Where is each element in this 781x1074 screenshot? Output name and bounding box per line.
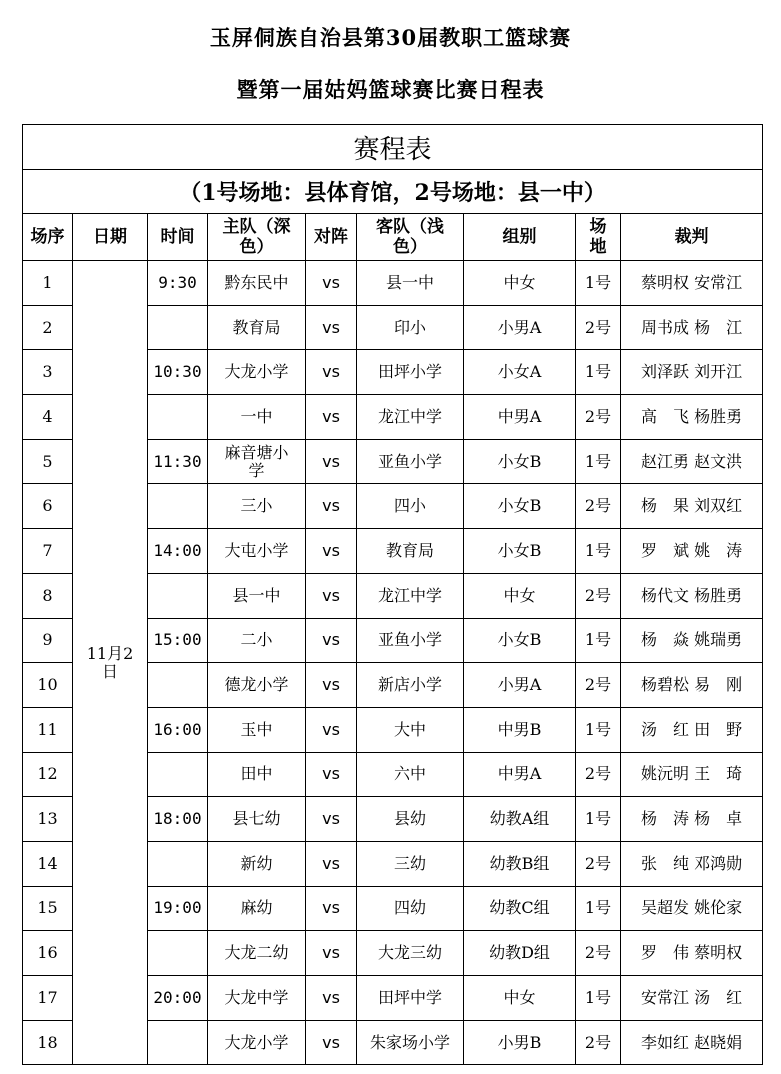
- cell-referee: 安常江 汤 红: [621, 976, 763, 1021]
- cell-referee: 周书成 杨 江: [621, 305, 763, 350]
- cell-court: 1号: [576, 886, 621, 931]
- cell-home: 田中: [208, 752, 306, 797]
- cell-vs: vs: [306, 841, 357, 886]
- cell-court: 1号: [576, 439, 621, 484]
- cell-court: 1号: [576, 707, 621, 752]
- cell-vs: vs: [306, 261, 357, 306]
- cell-away: 四小: [357, 484, 464, 529]
- cell-seq: 1: [23, 261, 73, 306]
- cell-time: [148, 663, 208, 708]
- cell-home: 黔东民中: [208, 261, 306, 306]
- cell-home: 县一中: [208, 573, 306, 618]
- cell-referee: 高 飞 杨胜勇: [621, 395, 763, 440]
- cell-time: [148, 931, 208, 976]
- cell-time: 18:00: [148, 797, 208, 842]
- cell-vs: vs: [306, 976, 357, 1021]
- cell-group: 幼教B组: [464, 841, 576, 886]
- cell-court: 1号: [576, 529, 621, 574]
- cell-home: 教育局: [208, 305, 306, 350]
- cell-away: 六中: [357, 752, 464, 797]
- cell-away: 龙江中学: [357, 573, 464, 618]
- cell-home: 玉中: [208, 707, 306, 752]
- cell-court: 2号: [576, 573, 621, 618]
- cell-group: 小女B: [464, 439, 576, 484]
- cell-vs: vs: [306, 350, 357, 395]
- cell-group: 小女B: [464, 484, 576, 529]
- cell-away: 大龙三幼: [357, 931, 464, 976]
- cell-time: [148, 841, 208, 886]
- cell-away: 印小: [357, 305, 464, 350]
- cell-home: 大龙中学: [208, 976, 306, 1021]
- table-row: [23, 261, 763, 306]
- cell-time: 9:30: [148, 261, 208, 306]
- cell-referee: 蔡明权 安常江: [621, 261, 763, 306]
- cell-seq: 14: [23, 841, 73, 886]
- cell-time: 15:00: [148, 618, 208, 663]
- cell-referee: 姚沅明 王 琦: [621, 752, 763, 797]
- cell-away: 三幼: [357, 841, 464, 886]
- cell-referee: 李如红 赵晓娟: [621, 1020, 763, 1065]
- cell-home: 德龙小学: [208, 663, 306, 708]
- cell-group: 中男A: [464, 752, 576, 797]
- header-court-label: 场地: [589, 217, 607, 257]
- cell-seq: 15: [23, 886, 73, 931]
- cell-vs: vs: [306, 707, 357, 752]
- cell-home: 大龙二幼: [208, 931, 306, 976]
- cell-vs: vs: [306, 931, 357, 976]
- cell-time: 14:00: [148, 529, 208, 574]
- cell-seq: 5: [23, 439, 73, 484]
- cell-home: 大龙小学: [208, 1020, 306, 1065]
- cell-group: 中男B: [464, 707, 576, 752]
- cell-seq: 12: [23, 752, 73, 797]
- cell-referee: 赵江勇 赵文洪: [621, 439, 763, 484]
- cell-away: 教育局: [357, 529, 464, 574]
- cell-vs: vs: [306, 529, 357, 574]
- cell-vs: vs: [306, 305, 357, 350]
- cell-away: 田坪小学: [357, 350, 464, 395]
- cell-away: 大中: [357, 707, 464, 752]
- cell-time: 10:30: [148, 350, 208, 395]
- cell-referee: 张 纯 邓鸿勋: [621, 841, 763, 886]
- header-seq: [23, 214, 73, 261]
- cell-group: 小男A: [464, 305, 576, 350]
- cell-home: 麻音塘小学: [208, 439, 306, 484]
- cell-referee: 吴超发 姚伦家: [621, 886, 763, 931]
- cell-vs: vs: [306, 797, 357, 842]
- cell-vs: vs: [306, 439, 357, 484]
- cell-seq: 9: [23, 618, 73, 663]
- cell-court: 1号: [576, 797, 621, 842]
- cell-referee: 杨 焱 姚瑞勇: [621, 618, 763, 663]
- cell-court: 1号: [576, 261, 621, 306]
- header-vs: 对阵: [306, 214, 357, 261]
- cell-vs: vs: [306, 618, 357, 663]
- cell-group: 小男B: [464, 1020, 576, 1065]
- cell-group: 小女B: [464, 529, 576, 574]
- cell-seq: 8: [23, 573, 73, 618]
- cell-time: [148, 573, 208, 618]
- cell-court: 2号: [576, 663, 621, 708]
- cell-home: 一中: [208, 395, 306, 440]
- header-home: [208, 214, 306, 261]
- cell-vs: vs: [306, 484, 357, 529]
- cell-away: 龙江中学: [357, 395, 464, 440]
- cell-group: 中男A: [464, 395, 576, 440]
- cell-home: 三小: [208, 484, 306, 529]
- cell-referee: 杨碧松 易 刚: [621, 663, 763, 708]
- cell-home: 大屯小学: [208, 529, 306, 574]
- cell-group: 中女: [464, 573, 576, 618]
- header-referee: 裁判: [621, 214, 763, 261]
- cell-group: 小女A: [464, 350, 576, 395]
- cell-away: 亚鱼小学: [357, 618, 464, 663]
- cell-time: 19:00: [148, 886, 208, 931]
- cell-away: 亚鱼小学: [357, 439, 464, 484]
- cell-court: 1号: [576, 350, 621, 395]
- cell-court: 2号: [576, 841, 621, 886]
- cell-group: 幼教D组: [464, 931, 576, 976]
- cell-vs: vs: [306, 886, 357, 931]
- venue-note: （1号场地：县体育馆，2号场地：县一中）: [23, 170, 763, 214]
- cell-seq: 7: [23, 529, 73, 574]
- cell-time: [148, 484, 208, 529]
- cell-vs: vs: [306, 573, 357, 618]
- cell-referee: 罗 伟 蔡明权: [621, 931, 763, 976]
- cell-court: 2号: [576, 484, 621, 529]
- header-court: [576, 214, 621, 261]
- schedule-table: [22, 124, 763, 1065]
- cell-away: 县幼: [357, 797, 464, 842]
- cell-referee: 汤 红 田 野: [621, 707, 763, 752]
- cell-away: 新店小学: [357, 663, 464, 708]
- cell-referee: 杨代文 杨胜勇: [621, 573, 763, 618]
- cell-referee: 杨 果 刘双红: [621, 484, 763, 529]
- cell-away: 朱家场小学: [357, 1020, 464, 1065]
- cell-time: [148, 305, 208, 350]
- cell-time: 16:00: [148, 707, 208, 752]
- cell-group: 小男A: [464, 663, 576, 708]
- cell-seq: 3: [23, 350, 73, 395]
- cell-seq: 11: [23, 707, 73, 752]
- cell-group: 幼教C组: [464, 886, 576, 931]
- cell-group: 中女: [464, 976, 576, 1021]
- cell-vs: vs: [306, 663, 357, 708]
- cell-seq: 16: [23, 931, 73, 976]
- cell-home: 二小: [208, 618, 306, 663]
- header-time: 时间: [148, 214, 208, 261]
- cell-group: 中女: [464, 261, 576, 306]
- cell-seq: 13: [23, 797, 73, 842]
- cell-referee: 杨 涛 杨 卓: [621, 797, 763, 842]
- cell-time: [148, 1020, 208, 1065]
- header-seq-label: 场序: [30, 227, 65, 247]
- cell-time: 11:30: [148, 439, 208, 484]
- header-date: 日期: [73, 214, 148, 261]
- header-group: 组别: [464, 214, 576, 261]
- cell-seq: 17: [23, 976, 73, 1021]
- document-title-line2: 暨第一届姑妈篮球赛比赛日程表: [236, 77, 545, 102]
- header-away: [357, 214, 464, 261]
- cell-court: 1号: [576, 976, 621, 1021]
- cell-seq: 4: [23, 395, 73, 440]
- cell-court: 2号: [576, 931, 621, 976]
- cell-seq: 2: [23, 305, 73, 350]
- cell-home: 大龙小学: [208, 350, 306, 395]
- cell-vs: vs: [306, 1020, 357, 1065]
- cell-away: 四幼: [357, 886, 464, 931]
- cell-home: 新幼: [208, 841, 306, 886]
- document-title-line1: 玉屏侗族自治县第30届教职工篮球赛: [209, 25, 572, 50]
- cell-time: [148, 752, 208, 797]
- header-home-label: 主队（深色）: [222, 217, 291, 257]
- cell-vs: vs: [306, 752, 357, 797]
- cell-home: 麻幼: [208, 886, 306, 931]
- cell-court: 2号: [576, 1020, 621, 1065]
- cell-away: 县一中: [357, 261, 464, 306]
- date-label: 11月2日: [86, 643, 134, 681]
- cell-court: 2号: [576, 395, 621, 440]
- cell-seq: 10: [23, 663, 73, 708]
- cell-away: 田坪中学: [357, 976, 464, 1021]
- cell-referee: 罗 斌 姚 涛: [621, 529, 763, 574]
- cell-group: 幼教A组: [464, 797, 576, 842]
- cell-time: 20:00: [148, 976, 208, 1021]
- cell-time: [148, 395, 208, 440]
- cell-court: 2号: [576, 305, 621, 350]
- cell-group: 小女B: [464, 618, 576, 663]
- cell-seq: 6: [23, 484, 73, 529]
- header-away-label: 客队（浅色）: [375, 217, 444, 257]
- cell-date: [73, 261, 148, 1065]
- cell-referee: 刘泽跃 刘开江: [621, 350, 763, 395]
- cell-court: 2号: [576, 752, 621, 797]
- cell-court: 1号: [576, 618, 621, 663]
- schedule-banner: 赛程表: [23, 125, 763, 170]
- cell-seq: 18: [23, 1020, 73, 1065]
- cell-home: 县七幼: [208, 797, 306, 842]
- cell-vs: vs: [306, 395, 357, 440]
